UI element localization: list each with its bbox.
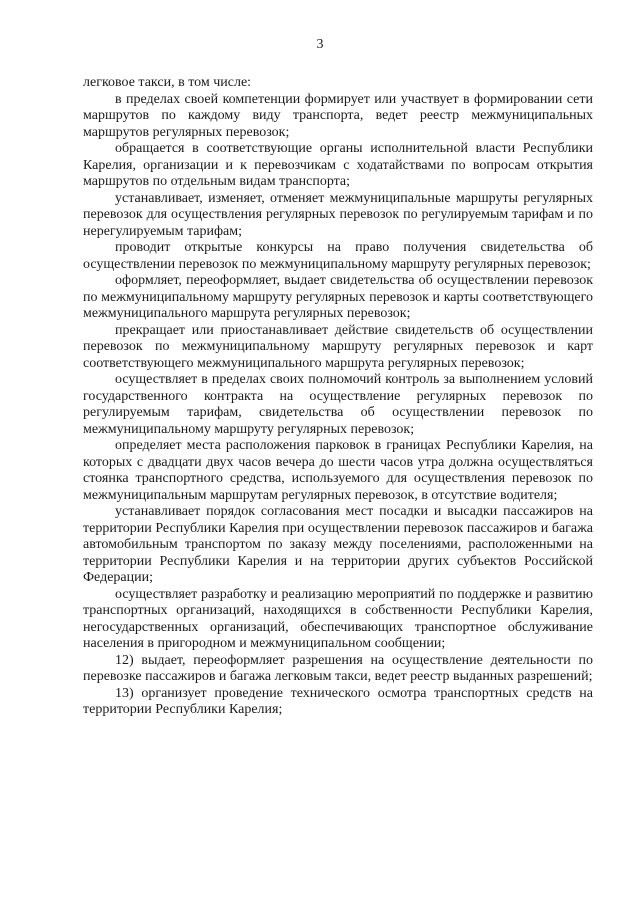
paragraph-petitions: обращается в соответствующие органы исполнительной власти Республики Карелия, организации и к перевозчикам с ходатайствами по вопросам открытия маршрутов по отдельным видам транспорта; xyxy=(83,141,593,189)
paragraph-support-development: осуществляет разработку и реализацию мероприятий по поддержке и развитию транспортных организаций, находящихся в собственности Республики Карелия, негосударственных организаций, обеспечивающих транспортное обслуживание населения в пригородном и межмуниципальном сообщении; xyxy=(83,586,593,651)
paragraph-suspend-certificates: прекращает или приостанавливает действие свидетельств об осуществлении перевозок по межмуниципальному маршруту регулярных перевозок и карт соответствующего межмуниципального маршрута регулярных перевозок; xyxy=(83,322,593,371)
paragraph-parking: определяет места расположения парковок в границах Республики Карелия, на которых с двадцати двух часов вечера до шести часов утра должна осуществляться стоянка транспортного средства, используемого для осуществления перевозок по межмуниципальным маршрутам регулярных перевозок, в отсутствие водителя; xyxy=(83,438,593,503)
paragraph-continuation: легковое такси, в том числе: xyxy=(83,75,252,90)
paragraph-taxi-permits: 12) выдает, переоформляет разрешения на осуществление деятельности по перевозке пассажиров и багажа легковым такси, ведет реестр выданных разрешений; xyxy=(83,652,593,684)
paragraph-technical-inspection: 13) организует проведение технического осмотра транспортных средств на территории Республики Карелия; xyxy=(83,685,593,717)
paragraph-issue-certificates: оформляет, переоформляет, выдает свидетельства об осуществлении перевозок по межмуниципальному маршруту регулярных перевозок и карты соответствующего межмуниципального маршрута регулярных перевозок; xyxy=(83,273,593,321)
paragraph-boarding-points: устанавливает порядок согласования мест посадки и высадки пассажиров на территории Республики Карелия при осуществлении перевозок пассажиров и багажа автомобильным транспортом по заказу между поселениями, расположенными на территории Республики Карелия и на территории других субъектов Российской Федерации; xyxy=(83,504,593,585)
paragraph-establish-routes: устанавливает, изменяет, отменяет межмуниципальные маршруты регулярных перевозок для осуществления регулярных перевозок по регулируемым тарифам и по нерегулируемым тарифам; xyxy=(83,190,593,239)
page-number: 3 xyxy=(316,37,324,52)
paragraph-open-contests: проводит открытые конкурсы на право получения свидетельства об осуществлении перевозок по межмуниципальному маршруту регулярных перевозок; xyxy=(83,240,593,272)
document-body xyxy=(83,75,593,719)
paragraph-control: осуществляет в пределах своих полномочий контроль за выполнением условий государственного контракта на осуществление регулярных перевозок по регулируемым тарифам, свидетельства об осуществлении перевозок по межмуниципальному маршруту регулярных перевозок; xyxy=(83,372,593,437)
paragraph-route-network: в пределах своей компетенции формирует или участвует в формировании сети маршрутов по каждому виду транспорта, ведет реестр межмуниципальных маршрутов регулярных перевозок; xyxy=(83,91,593,140)
